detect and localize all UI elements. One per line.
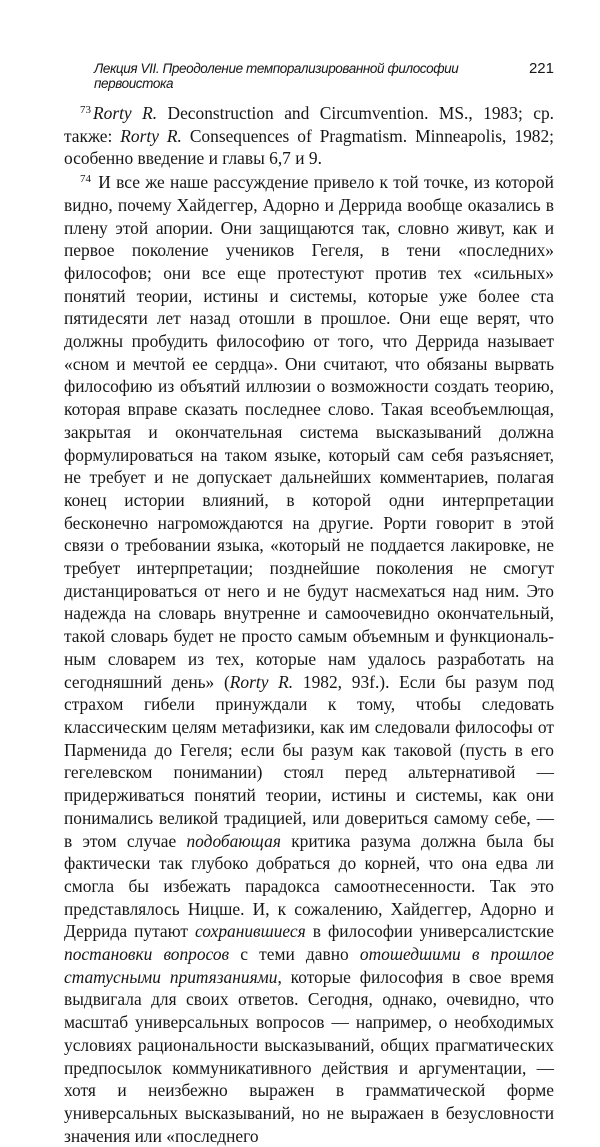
running-title: Лекция VII. Преодоление темпорализированной философии первоистока xyxy=(94,61,459,91)
footnote-73 xyxy=(64,102,554,170)
author-ref: Rorty R. xyxy=(229,671,294,692)
footnote-74 xyxy=(64,171,554,1147)
footnote-text: И все же наше рассуждение привело к той точке, из которой видно, почему Хайдеггер, Адорно и Деррида вообще оказались в плену этой апории. Они защищаются так, словно живут, как и первое поколение учеников Гегеля, в тени «последних» философов; они все еще протестуют против тех «сильных» понятий теории, истины и системы, которые уже более ста пятидесяти лет назад отошли в прошлое. Они еще верят, что должны пробудить философию от того, что Деррида называет «сном и мечтой ее сердца». Они считают, что обязаны вырвать философию из объятий иллюзии о возможности создать теорию, которая вправе сказать последнее слово. Такая всеобъемлющая, закрытая и окончательная система высказываний должна формулироваться на таком языке, который сам себя разъясняет, не требует и не допускает дальнейших комментариев, полагая конец истории влияний, в которой одни интерпретации бесконечно нагромождаются на другие. Рорти говорит в этой связи о требовании языка, «который не поддается лакировке, не требует интерпретации; позднейшие поколения не смогут дистанцироваться от него и не будут насмехаться над ним. Это надежда на словарь внутренне и самоочевидно окончательный, такой словарь будет не просто самым объемным и функциональным словарем из тех, которые нам удалось разработать на сегодняшний день» ( xyxy=(64,172,554,692)
emphasis: постановки вопросов xyxy=(64,944,230,965)
footnote-text: , которые философия в свое время выдвигала для своих ответов. Сегодня, однако, очевидно, что масштаб универсальных вопросов — например, о необходимых условиях рациональности высказываний, общих прагматических предпосылок коммуникативного действия и аргументации, — хотя и неизбежно выражен в грамматической форме универсальных высказываний, но не выражаен в безусловности значения или «последнего xyxy=(64,966,555,1146)
footnote-text: Deconstruction and Circumvention. MS., 1983; ср. также: xyxy=(64,103,554,146)
footnote-number: 74 xyxy=(80,173,91,186)
emphasis: подобающая xyxy=(186,830,281,851)
footnote-text: в философии универсалистские xyxy=(305,921,554,942)
footnote-text: 1982, 93f.). Если бы разум под страхом гибели принуждали к тому, чтобы следовать классическим целям метафизики, как им следовали философы от Парменида до Гегеля; если бы разум как таковой (пусть в его гегелевском понимании) стоял перед альтернативой — придерживаться понятий теории, истины и системы, как они понимались великой традицией, или довериться самому себе, — в этом случае xyxy=(64,671,555,851)
footnote-number: 73 xyxy=(80,104,91,116)
emphasis: отошедшими в прошлое статусными притязаниями xyxy=(64,944,554,987)
footnote-text: критика разума должна была бы фактически так глубоко добраться до корней, что она едва ли смогла бы избежать парадокса самоотнесенности. Так это представлялось Ницше. И, к сожалению, Хайдеггер, Адорно и Деррида путают xyxy=(64,830,554,942)
running-header xyxy=(64,60,554,91)
page-number: 221 xyxy=(528,60,554,77)
author-ref: Rorty R. xyxy=(93,103,158,123)
footnote-text: Consequences of Pragmatism. Minneapolis, 1982; особенно введение и главы 6,7 и 9. xyxy=(64,125,554,169)
footnote-text: с теми давно xyxy=(229,944,360,965)
author-ref: Rorty R. xyxy=(120,125,182,146)
emphasis: сохранившиеся xyxy=(194,921,306,942)
book-page xyxy=(64,60,554,1147)
